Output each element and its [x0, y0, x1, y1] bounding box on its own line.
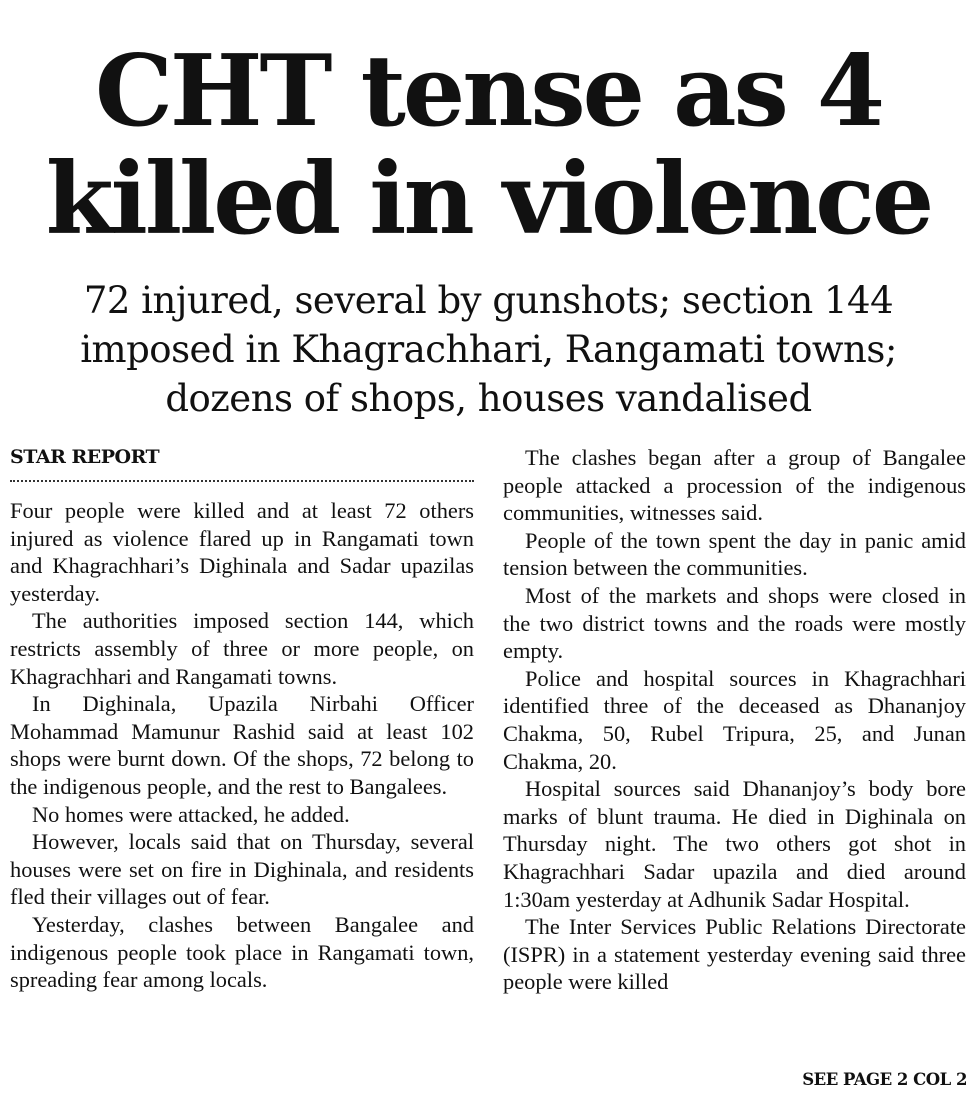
headline-line-2: killed in violence: [45, 142, 932, 257]
paragraph: Four people were killed and at least 72 others injured as violence flared up in Rangamati town and Khagrachhari’s Dighinala and Sadar upazilas yesterday.: [10, 498, 474, 606]
paragraph: In Dighinala, Upazila Nirbahi Officer Mohammad Mamunur Rashid said at least 102 shops were burnt down. Of the shops, 72 belong to the indigenous people, and the rest to Bangalees.: [10, 691, 474, 799]
paragraph: Hospital sources said Dhananjoy’s body bore marks of blunt trauma. He died in Dighinala on Thursday night. The two others got shot in Khagrachhari Sadar upazila and died around 1:30am yesterday at Adhunik Sadar Hospital.: [503, 776, 966, 912]
paragraph: The authorities imposed section 144, which restricts assembly of three or more people, on Khagrachhari and Rangamati towns.: [10, 608, 474, 689]
byline: STAR REPORT: [10, 446, 160, 468]
paragraph: Police and hospital sources in Khagrachhari identified three of the deceased as Dhananjoy Chakma, 50, Rubel Tripura, 25, and Junan Chakma, 20.: [503, 665, 966, 774]
headline-line-1: CHT tense as 4: [94, 34, 883, 149]
paragraph: Yesterday, clashes between Bangalee and indigenous people took place in Rangamati town, spreading fear among locals.: [10, 911, 474, 993]
subheadline-line-3: dozens of shops, houses vandalised: [165, 377, 812, 420]
paragraph: The clashes began after a group of Bangalee people attacked a procession of the indigenous communities, witnesses said.: [503, 445, 966, 526]
headline: [0, 34, 977, 257]
paragraph: People of the town spent the day in panic amid tension between the communities.: [503, 527, 966, 581]
paragraph: No homes were attacked, he added.: [32, 801, 350, 827]
article-column-2: [503, 444, 966, 996]
paragraph: However, locals said that on Thursday, several houses were set on fire in Dighinala, and residents fled their villages out of fear.: [10, 829, 474, 910]
subheadline-line-1: 72 injured, several by gunshots; section 144: [83, 279, 894, 322]
subheadline: [0, 276, 977, 423]
article-column-1: [10, 497, 474, 994]
paragraph: The Inter Services Public Relations Directorate (ISPR) in a statement yesterday evening said three people were killed: [503, 914, 966, 995]
subheadline-line-2: imposed in Khagrachhari, Rangamati towns;: [80, 328, 897, 371]
byline-divider: [10, 480, 474, 482]
paragraph: Most of the markets and shops were closed in the two district towns and the roads were mostly empty.: [503, 582, 966, 664]
continuation-note: SEE PAGE 2 COL 2: [802, 1070, 967, 1089]
